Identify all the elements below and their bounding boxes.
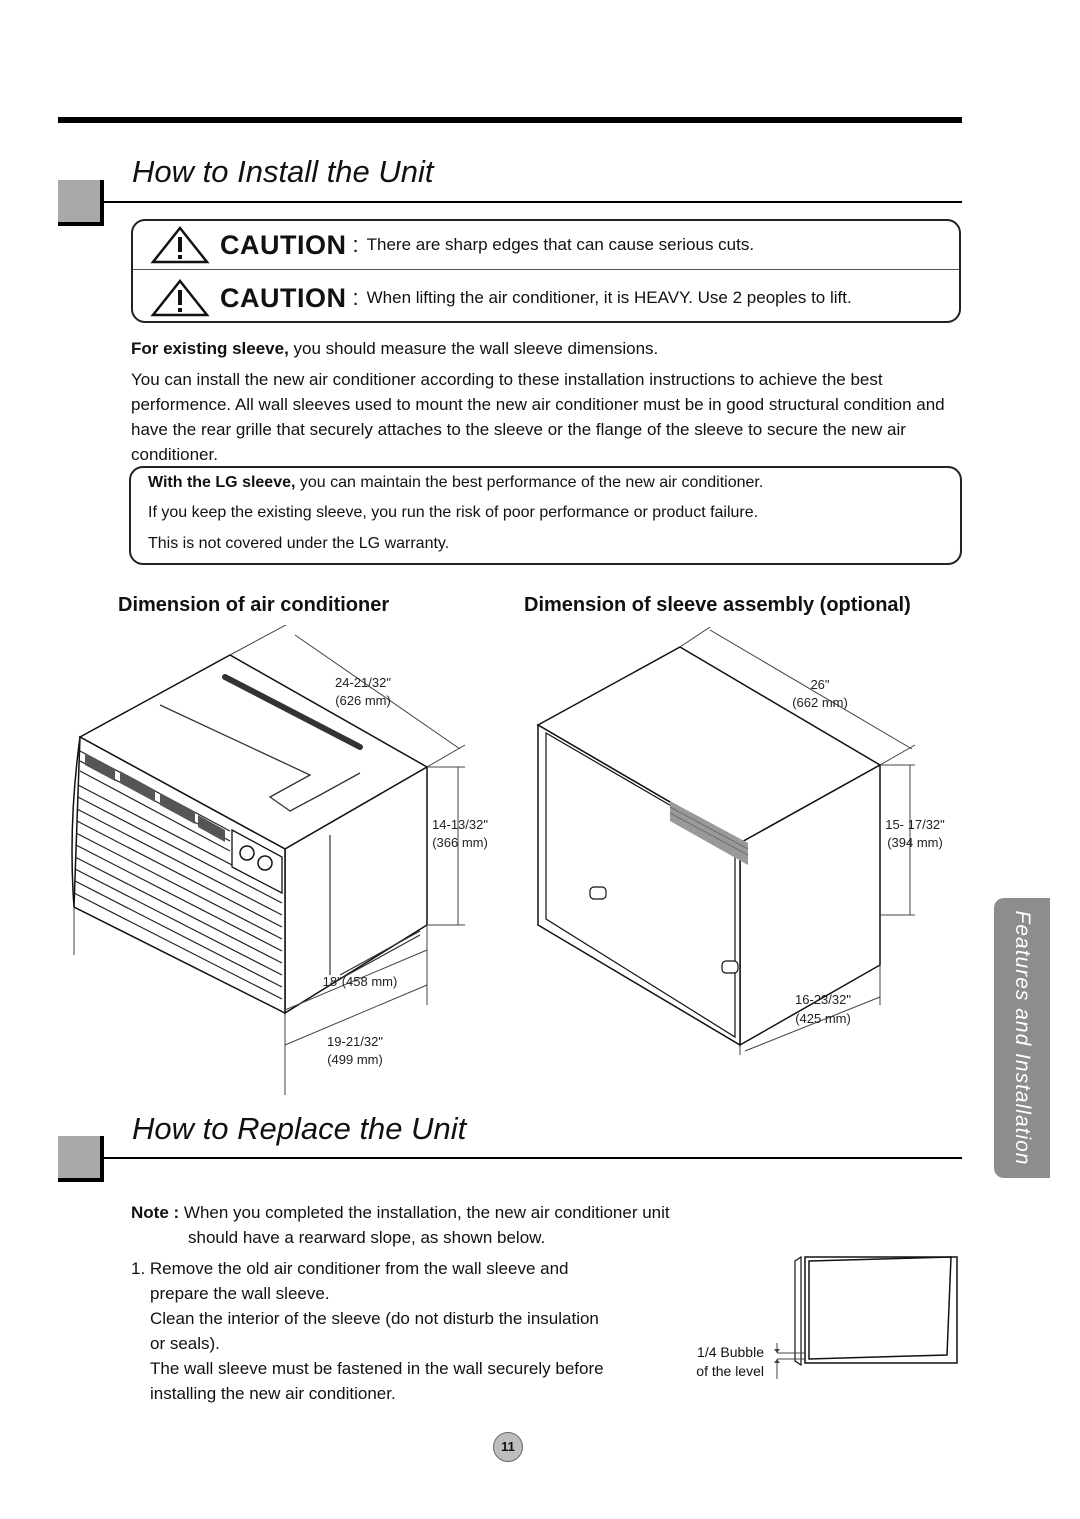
sleeve-width-in: 16-23/32" bbox=[795, 992, 851, 1007]
bubble-label-2: of the level bbox=[696, 1363, 764, 1379]
sleeve-dimension-heading: Dimension of sleeve assembly (optional) bbox=[524, 594, 911, 616]
section-rule bbox=[104, 201, 962, 203]
step-1-line-6: installing the new air conditioner. bbox=[150, 1384, 396, 1403]
existing-sleeve-line bbox=[131, 336, 658, 361]
step-1-line-2: prepare the wall sleeve. bbox=[150, 1284, 330, 1303]
install-title: How to Install the Unit bbox=[132, 154, 434, 189]
lg-line-2: If you keep the existing sleeve, you run the risk of poor performance or product failure. bbox=[148, 504, 759, 521]
lg-line-3: This is not covered under the LG warranty. bbox=[148, 535, 450, 552]
page-number: 11 bbox=[493, 1432, 523, 1462]
air-conditioner-illustration bbox=[60, 625, 490, 1095]
caution-text: When lifting the air conditioner, it is HEAVY. Use 2 peoples to lift. bbox=[366, 288, 852, 307]
caution-colon: : bbox=[352, 232, 359, 257]
note-text: When you completed the installation, the new air conditioner unit bbox=[179, 1203, 670, 1222]
sleeve-width-mm: (425 mm) bbox=[795, 1011, 851, 1026]
existing-sleeve-bold: For existing sleeve, bbox=[131, 339, 289, 358]
step-1-line-4: or seals). bbox=[150, 1334, 220, 1353]
caution-label: CAUTION bbox=[220, 229, 347, 260]
caution-text: There are sharp edges that can cause serious cuts. bbox=[366, 235, 755, 254]
section-marker bbox=[58, 1136, 104, 1182]
ac-width-in: 19-21/32" bbox=[327, 1034, 383, 1049]
sleeve-depth-mm: (662 mm) bbox=[792, 695, 848, 710]
existing-sleeve-text: you should measure the wall sleeve dimensions. bbox=[288, 339, 659, 358]
replace-title: How to Replace the Unit bbox=[132, 1111, 467, 1146]
step-1-line-3: Clean the interior of the sleeve (do not disturb the insulation bbox=[150, 1309, 599, 1328]
level-slope-illustration bbox=[765, 1255, 965, 1385]
caution-row-1 bbox=[150, 224, 754, 266]
warning-triangle-icon bbox=[150, 226, 210, 264]
sleeve-depth-in: 26" bbox=[810, 677, 830, 692]
section-marker bbox=[58, 180, 104, 226]
lg-bold: With the LG sleeve, bbox=[148, 474, 296, 491]
install-paragraph: You can install the new air conditioner according to these installation instructions to achieve the best performence. All wall sleeves used to mount the new air conditioner must be in good structural condition and have the rear grille that securely attaches to the sleeve or the flange of the sleeve to secure the new air conditioner. bbox=[131, 370, 945, 464]
caution-row-2 bbox=[150, 277, 852, 319]
ac-height-mm: (366 mm) bbox=[432, 835, 488, 850]
side-tab-label: Features and Installation bbox=[1011, 910, 1034, 1166]
bubble-label-1: 1/4 Bubble bbox=[697, 1344, 764, 1360]
step-1-line-1: 1. Remove the old air conditioner from the wall sleeve and bbox=[131, 1259, 569, 1278]
ac-depth-in: 24-21/32" bbox=[335, 675, 391, 690]
ac-width-mm: (499 mm) bbox=[327, 1052, 383, 1067]
ac-height-in: 14-13/32" bbox=[432, 817, 488, 832]
sleeve-height-mm: (394 mm) bbox=[887, 835, 943, 850]
ac-dimension-heading: Dimension of air conditioner bbox=[118, 594, 390, 616]
section-rule bbox=[104, 1157, 962, 1159]
note-line bbox=[131, 1200, 670, 1225]
caution-divider bbox=[133, 269, 959, 270]
warning-triangle-icon bbox=[150, 279, 210, 317]
lg-line-1 bbox=[148, 474, 763, 492]
note-line-2: should have a rearward slope, as shown below. bbox=[188, 1228, 546, 1247]
top-rule bbox=[58, 117, 962, 123]
ac-depth-mm: (626 mm) bbox=[335, 693, 391, 708]
ac-front-width: 18"(458 mm) bbox=[322, 974, 398, 989]
step-1-line-5: The wall sleeve must be fastened in the wall securely before bbox=[150, 1359, 604, 1378]
caution-colon: : bbox=[352, 285, 359, 310]
note-label: Note : bbox=[131, 1203, 180, 1222]
lg-text: you can maintain the best performance of the new air conditioner. bbox=[295, 474, 764, 491]
sleeve-height-in: 15- 17/32" bbox=[885, 817, 945, 832]
caution-label: CAUTION bbox=[220, 282, 347, 313]
